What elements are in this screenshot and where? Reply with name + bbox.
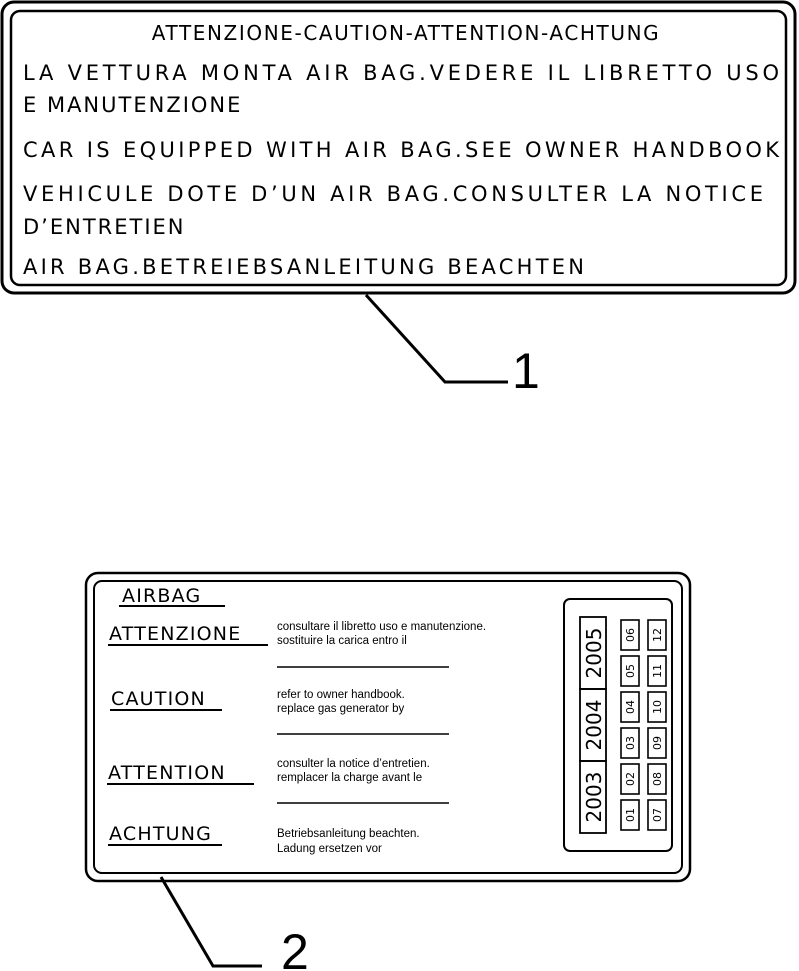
section-caution-line-1: refer to owner handbook. <box>277 689 405 701</box>
label-1-line-1: LA VETTURA MONTA AIR BAG.VEDERE IL LIBRETTO USO <box>23 61 781 85</box>
callout-1-number: 1 <box>512 343 540 399</box>
month-label-10: 10 <box>651 700 664 714</box>
section-attention-line-1: consulter la notice d’entretien. <box>277 758 430 770</box>
callout-1-leader-line <box>366 295 508 382</box>
month-label-08: 08 <box>651 772 664 786</box>
section-caution-word: CAUTION <box>111 688 206 710</box>
label-1-line-6: AIR BAG.BETREIEBSANLEITUNG BEACHTEN <box>23 255 586 279</box>
label-1-header: ATTENZIONE-CAUTION-ATTENTION-ACHTUNG <box>151 21 661 45</box>
month-label-07: 07 <box>651 808 664 822</box>
month-label-05: 05 <box>624 664 637 678</box>
year-label-2005: 2005 <box>582 627 606 679</box>
section-achtung-line-2: Ladung ersetzen vor <box>277 843 382 855</box>
section-achtung-line-1: Betriebsanleitung beachten. <box>277 828 420 840</box>
date-grid <box>564 599 672 851</box>
month-label-11: 11 <box>651 664 664 678</box>
section-attenzione-line-1: consultare il libretto uso e manutenzione. <box>277 621 487 633</box>
month-label-06: 06 <box>624 628 637 642</box>
label-1-line-5: D’ENTRETIEN <box>23 215 186 239</box>
label-1-line-4: VEHICULE DOTE D’UN AIR BAG.CONSULTER LA NOTICE <box>23 182 765 206</box>
label-1-line-3: CAR IS EQUIPPED WITH AIR BAG.SEE OWNER HANDBOOK <box>23 138 781 162</box>
label-2 <box>86 573 690 881</box>
month-label-02: 02 <box>624 772 637 786</box>
month-label-03: 03 <box>624 736 637 750</box>
section-attention-line-2: remplacer la charge avant le <box>277 772 423 784</box>
label-1 <box>2 2 795 293</box>
month-cells <box>621 620 666 830</box>
airbag-title: AIRBAG <box>122 585 202 607</box>
label-1-line-2: E MANUTENZIONE <box>23 93 243 117</box>
year-label-2004: 2004 <box>582 699 606 751</box>
month-label-01: 01 <box>624 808 637 822</box>
month-label-09: 09 <box>651 736 664 750</box>
callout-2-leader-line <box>161 877 262 966</box>
month-label-04: 04 <box>624 700 637 714</box>
section-attention-word: ATTENTION <box>108 762 226 784</box>
month-label-12: 12 <box>651 628 664 642</box>
year-label-2003: 2003 <box>582 771 606 823</box>
callout-2-number: 2 <box>281 924 309 971</box>
section-attenzione-line-2: sostituire la carica entro il <box>277 635 407 647</box>
section-caution-line-2: replace gas generator by <box>277 703 405 715</box>
section-achtung-word: ACHTUNG <box>109 823 213 845</box>
section-attenzione-word: ATTENZIONE <box>109 623 242 645</box>
